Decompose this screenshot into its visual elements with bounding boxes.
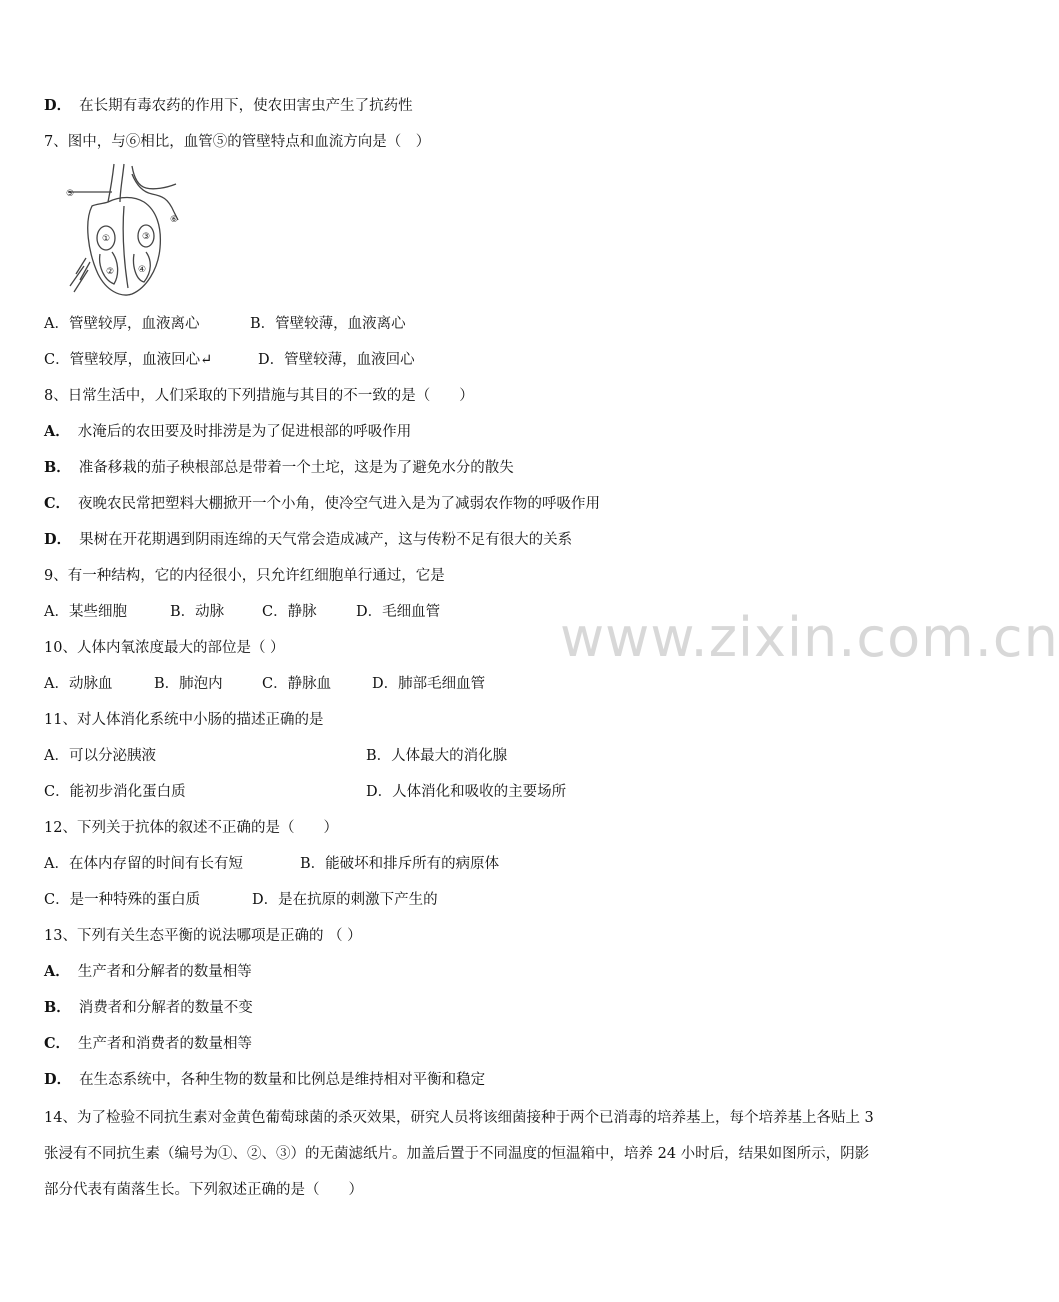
q6-option-d: D． 在长期有毒农药的作用下，使农田害虫产生了抗药性 bbox=[44, 97, 413, 114]
q7-option-c: C．管壁较厚，血液回心↵ bbox=[44, 352, 213, 368]
q11-option-d: D．人体消化和吸收的主要场所 bbox=[366, 784, 567, 800]
q11-option-c: C．能初步消化蛋白质 bbox=[44, 784, 186, 800]
q7-option-b: B．管壁较薄，血液离心 bbox=[250, 316, 406, 332]
question-12: 12、下列关于抗体的叙述不正确的是（ ） bbox=[44, 820, 338, 836]
question-14: 14、为了检验不同抗生素对金黄色葡萄球菌的杀灭效果，研究人员将该细菌接种于两个已消毒的培养基上，每个培养基上各贴上 3 张浸有不同抗生素（编号为①、②、③）的无菌滤纸片。加盖后置于不同温度的恒温箱中，培养 24 小时后，结果如图所示，阴影部分代表有菌落生长。下列叙述正确的是（ ） bbox=[44, 1110, 874, 1198]
question-8: 8、日常生活中，人们采取的下列措施与其目的不一致的是（ ） bbox=[44, 388, 474, 404]
q9-option-d: D．毛细血管 bbox=[356, 604, 441, 620]
q8-option-c: C． 夜晚农民常把塑料大棚掀开一个小角，使冷空气进入是为了减弱农作物的呼吸作用 bbox=[44, 495, 601, 512]
heart-diagram bbox=[62, 162, 182, 304]
q9-option-c: C．静脉 bbox=[262, 604, 317, 620]
q13-option-c: C． 生产者和消费者的数量相等 bbox=[44, 1035, 253, 1052]
q8-option-d: D． 果树在开花期遇到阴雨连绵的天气常会造成减产，这与传粉不足有很大的关系 bbox=[44, 531, 573, 548]
q8-option-b: B． 准备移栽的茄子秧根部总是带着一个土坨，这是为了避免水分的散失 bbox=[44, 459, 514, 476]
q9-option-a: A．某些细胞 bbox=[44, 604, 127, 620]
q10-option-b: B．肺泡内 bbox=[154, 676, 223, 692]
question-13: 13、下列有关生态平衡的说法哪项是正确的 （ ） bbox=[44, 928, 362, 944]
label-5: ⑤ bbox=[66, 189, 75, 199]
label-3: ③ bbox=[142, 232, 151, 242]
watermark: www.zixin.com.cn bbox=[560, 606, 1059, 669]
q12-option-a: A．在体内存留的时间有长有短 bbox=[44, 856, 243, 872]
label-6: ⑥ bbox=[170, 215, 179, 225]
q10-option-c: C．静脉血 bbox=[262, 676, 332, 692]
question-10: 10、人体内氧浓度最大的部位是（ ） bbox=[44, 640, 285, 656]
q7-option-d: D．管壁较薄，血液回心 bbox=[258, 352, 415, 368]
q12-option-d: D．是在抗原的刺激下产生的 bbox=[252, 892, 438, 908]
q9-option-b: B．动脉 bbox=[170, 604, 225, 620]
q12-option-c: C．是一种特殊的蛋白质 bbox=[44, 892, 201, 908]
question-7: 7、图中，与⑥相比，血管⑤的管壁特点和血流方向是（ ） bbox=[44, 134, 431, 150]
q13-option-b: B． 消费者和分解者的数量不变 bbox=[44, 999, 253, 1016]
q13-option-a: A． 生产者和分解者的数量相等 bbox=[44, 963, 252, 980]
question-11: 11、对人体消化系统中小肠的描述正确的是 bbox=[44, 712, 324, 728]
q12-option-b: B．能破坏和排斥所有的病原体 bbox=[300, 856, 500, 872]
q11-option-a: A．可以分泌胰液 bbox=[44, 748, 156, 764]
label-2: ② bbox=[106, 267, 115, 277]
q8-option-a: A． 水淹后的农田要及时排涝是为了促进根部的呼吸作用 bbox=[44, 423, 412, 440]
q13-option-d: D． 在生态系统中，各种生物的数量和比例总是维持相对平衡和稳定 bbox=[44, 1071, 486, 1088]
q7-option-a: A．管壁较厚，血液离心 bbox=[44, 316, 200, 332]
question-9: 9、有一种结构，它的内径很小，只允许红细胞单行通过，它是 bbox=[44, 568, 445, 584]
q10-option-a: A．动脉血 bbox=[44, 676, 113, 692]
label-4: ④ bbox=[138, 265, 147, 275]
label-1: ① bbox=[102, 234, 111, 244]
q10-option-d: D．肺部毛细血管 bbox=[372, 676, 486, 692]
q11-option-b: B．人体最大的消化腺 bbox=[366, 748, 508, 764]
